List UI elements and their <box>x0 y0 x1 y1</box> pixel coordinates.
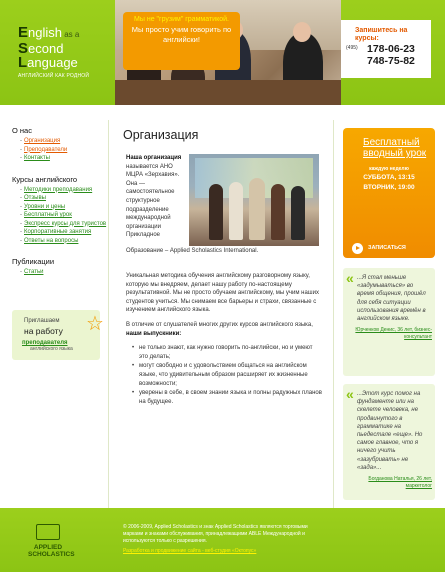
logo-tagline: АНГЛИЙСКИЙ КАК РОДНОЙ <box>18 73 90 79</box>
signup-label: Запишитесь на курсы: <box>355 27 408 42</box>
footer-copyright: © 2006-2009, Applied Scholastics и знак Applied Scholastics являются торговыми марками и знаками обслуживания, принадлежащими ABLE Международной и используются только с разрешения. Разработка и продвижение сайта - веб-студия «Октопус» <box>123 524 323 555</box>
paragraph: Уникальная методика обучения английскому разговорному языку, которую мы внедряем, делает нашу работу по-настоящему результативной. Мы не просто обучаем английскому, мы учим наших студентов учиться. Мы снимаем все барьеры и страхи, связанные с изучением английского языка. <box>126 273 319 314</box>
sidebar-section-title: О нас <box>12 126 32 135</box>
testimonial-text: ...Этот курс помог на фундаменте или на скелете человека, не продвинутого в грамматике на пьедестале «еще». Но самое главное, что я ничего учить «зазубривать» не «зада»... <box>357 391 423 471</box>
quote-open-icon: « <box>346 270 354 286</box>
job-link[interactable]: преподавателя <box>22 340 68 346</box>
person-figure <box>209 184 223 240</box>
sidebar-item-express-courses[interactable]: - Экспресс курсы для туристов <box>20 220 108 229</box>
testimonial <box>343 384 435 500</box>
promo-title[interactable]: Бесплатный вводный урок <box>363 137 427 159</box>
sidebar-item-teachers[interactable]: - Преподаватели <box>20 146 108 155</box>
sidebar-section-title: Курсы английского <box>12 174 78 184</box>
person-figure <box>271 184 285 240</box>
intro-footer: Образование – Applied Scholastics International. <box>126 248 259 254</box>
free-lesson-promo <box>343 128 435 258</box>
sidebar-item-articles[interactable]: - Статьи <box>20 268 108 277</box>
main-content <box>123 128 323 407</box>
sidebar-nav-publications <box>20 268 108 277</box>
sidebar <box>0 120 108 520</box>
phone-number: 748-75-82 <box>367 55 415 67</box>
sidebar-item-methods[interactable]: - Методики преподавания <box>20 186 108 195</box>
footer <box>0 508 445 572</box>
slogan-banner: Мы не "грузим" грамматикой. Мы просто учим говорить по английски! <box>123 12 240 70</box>
graduates-list <box>139 344 323 406</box>
paragraph: В отличие от слушателей многих других курсов английского языка, наши выпускники: <box>126 321 313 337</box>
sidebar-section-title: Публикации <box>12 257 55 266</box>
list-item: • уверены в себе, в своем знании языка и полны радужных планов на будущее. <box>139 389 323 406</box>
testimonial <box>343 268 435 376</box>
person-figure <box>229 182 243 240</box>
divider <box>108 120 109 520</box>
testimonial-author[interactable]: Юрченков Денис, 36 лет, бизнес-консультант <box>355 327 432 341</box>
sidebar-item-reviews[interactable]: - Отзывы <box>20 194 108 203</box>
sidebar-item-organization[interactable]: - Организация <box>20 137 108 146</box>
play-arrow-icon <box>352 243 363 254</box>
book-icon <box>36 524 60 540</box>
list-item: • могут свободно и с удовольствием общаться на английском языке, что удивительным образом расширяет их жизненные возможности; <box>139 362 323 388</box>
site-logo[interactable]: English as a Second Language АНГЛИЙСКИЙ КАК РОДНОЙ <box>18 26 108 82</box>
star-icon: ☆ <box>86 313 104 335</box>
testimonial-author[interactable]: Богданова Наталья, 26 лет, маркетолог <box>368 476 432 490</box>
job-offer-box: Приглашаем на работу ☆ преподавателя английского языка <box>12 310 100 360</box>
sidebar-item-faq[interactable]: - Ответы на вопросы <box>20 237 108 246</box>
team-photo <box>189 154 319 246</box>
divider <box>333 120 334 520</box>
sidebar-item-free-lesson[interactable]: - Бесплатный урок <box>20 211 108 220</box>
promo-day: ВТОРНИК, 19:00 <box>363 184 415 191</box>
phone-box <box>341 20 431 78</box>
person-figure <box>249 178 265 240</box>
sidebar-item-levels-prices[interactable]: - Уровни и цены <box>20 203 108 212</box>
header <box>0 0 445 105</box>
list-item: • не только знают, как нужно говорить по-английски, но и умеют это делать; <box>139 344 323 361</box>
sidebar-nav-about <box>20 137 108 163</box>
promo-day: СУББОТА, 13:15 <box>363 174 415 181</box>
promo-frequency: каждую неделю <box>369 166 409 172</box>
testimonial-text: ...Я стал меньше «задумываться» во время общения, прошёл для себя ситуации использования времён в английском языке. <box>357 275 426 323</box>
developer-link[interactable]: Разработка и продвижение сайта - веб-студия «Октопус» <box>123 548 257 555</box>
page-title: Организация <box>123 128 199 142</box>
phone-code: (495) <box>346 45 358 51</box>
sidebar-item-contacts[interactable]: - Контакты <box>20 154 108 163</box>
intro-text: Наша организация называется АНО МЦРА «Зерхавия». Она — самостоятельное структурное подразделение международной организации Прикладное <box>126 155 182 239</box>
phone-number: 178-06-23 <box>367 43 415 55</box>
quote-open-icon: « <box>346 386 354 402</box>
person-face <box>293 22 311 42</box>
signup-button[interactable]: ЗАПИСАТЬСЯ <box>352 243 426 254</box>
person-figure <box>291 186 305 240</box>
sidebar-nav-courses <box>20 186 108 246</box>
sidebar-item-corporate[interactable]: - Корпоративные занятия <box>20 228 108 237</box>
footer-logo: APPLIED SCHOLASTICS <box>28 524 68 562</box>
job-subtitle: английского языка <box>30 346 73 352</box>
